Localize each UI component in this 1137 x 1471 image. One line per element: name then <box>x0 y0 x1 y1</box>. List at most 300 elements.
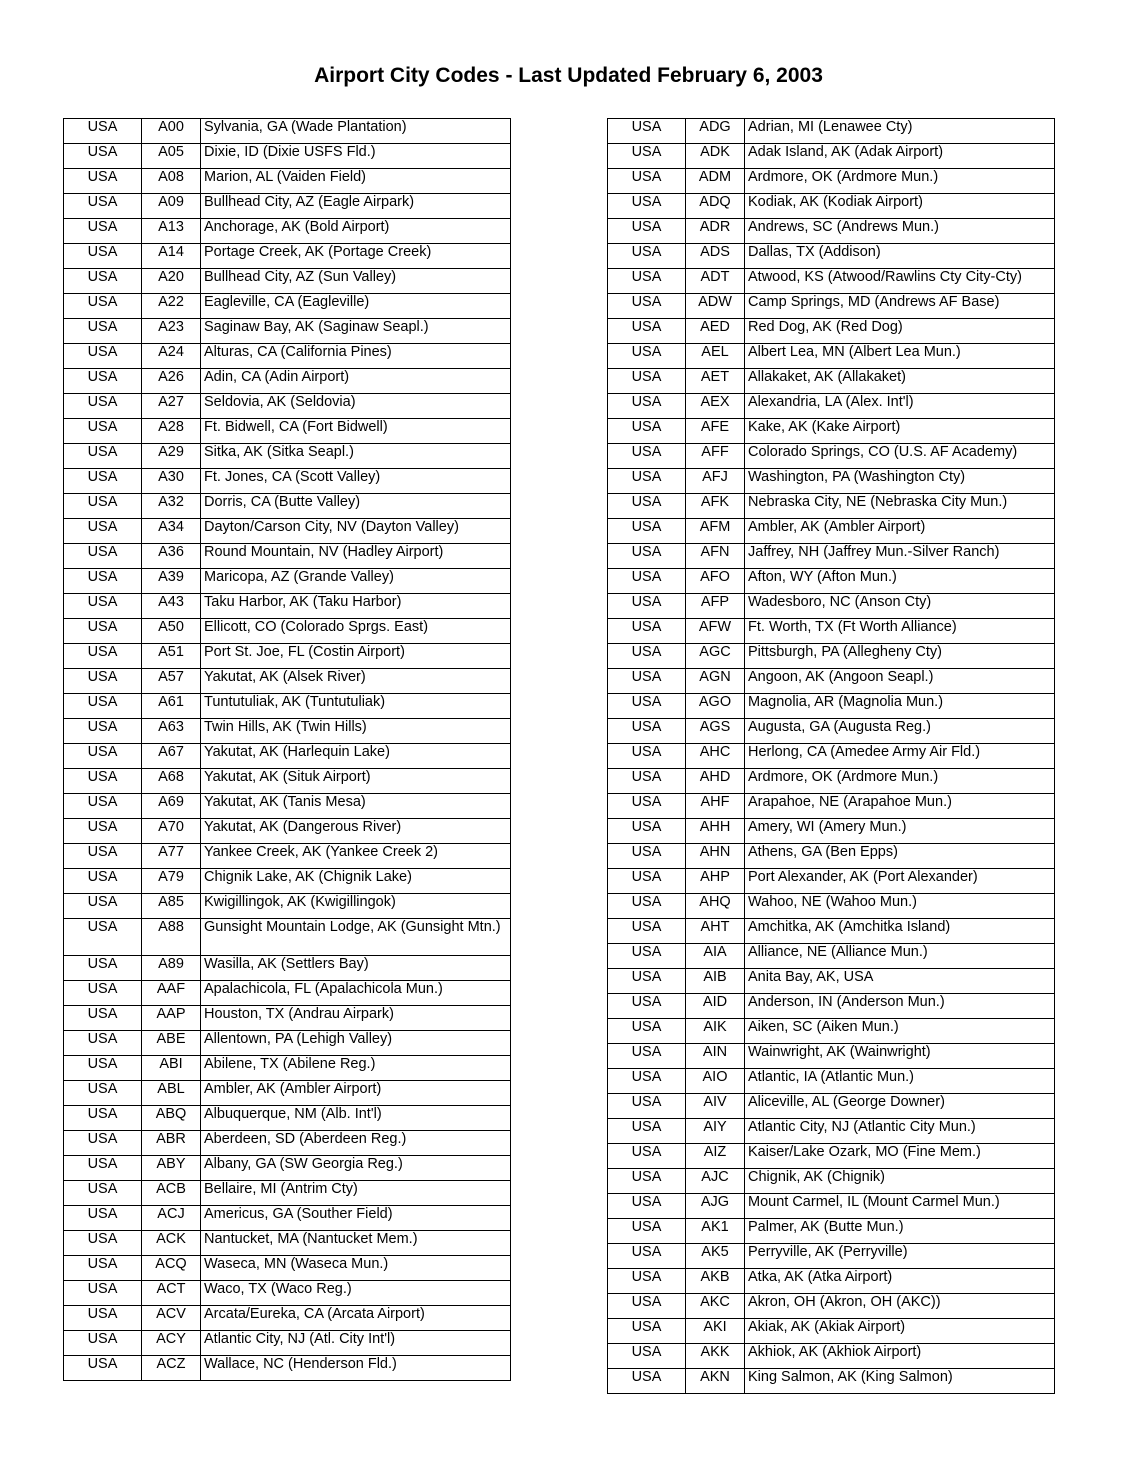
code-cell: ABL <box>142 1081 201 1106</box>
code-cell: ADG <box>686 119 745 144</box>
code-cell: AKN <box>686 1369 745 1394</box>
city-cell: Port St. Joe, FL (Costin Airport) <box>201 644 511 669</box>
country-cell: USA <box>64 119 142 144</box>
table-row <box>64 1106 511 1131</box>
table-row <box>64 344 511 369</box>
table-row <box>64 919 511 956</box>
code-cell: ACY <box>142 1331 201 1356</box>
city-cell: Amery, WI (Amery Mun.) <box>745 819 1055 844</box>
country-cell: USA <box>608 119 686 144</box>
code-cell: ABY <box>142 1156 201 1181</box>
city-cell: Kaiser/Lake Ozark, MO (Fine Mem.) <box>745 1144 1055 1169</box>
table-row <box>608 744 1055 769</box>
code-cell: AFO <box>686 569 745 594</box>
city-cell: Kwigillingok, AK (Kwigillingok) <box>201 894 511 919</box>
city-cell: Nebraska City, NE (Nebraska City Mun.) <box>745 494 1055 519</box>
table-row <box>64 1256 511 1281</box>
country-cell: USA <box>608 894 686 919</box>
city-cell: Palmer, AK (Butte Mun.) <box>745 1219 1055 1244</box>
country-cell: USA <box>64 594 142 619</box>
country-cell: USA <box>64 219 142 244</box>
country-cell: USA <box>608 469 686 494</box>
table-row <box>64 369 511 394</box>
city-cell: Yakutat, AK (Alsek River) <box>201 669 511 694</box>
table-row <box>608 619 1055 644</box>
code-cell: AAP <box>142 1006 201 1031</box>
city-cell: Adak Island, AK (Adak Airport) <box>745 144 1055 169</box>
table-row <box>608 669 1055 694</box>
table-row <box>64 669 511 694</box>
code-cell: A79 <box>142 869 201 894</box>
code-cell: AHF <box>686 794 745 819</box>
table-row <box>608 719 1055 744</box>
table-row <box>608 144 1055 169</box>
country-cell: USA <box>608 1069 686 1094</box>
city-cell: Colorado Springs, CO (U.S. AF Academy) <box>745 444 1055 469</box>
table-row <box>608 219 1055 244</box>
country-cell: USA <box>64 344 142 369</box>
code-cell: A26 <box>142 369 201 394</box>
city-cell: Angoon, AK (Angoon Seapl.) <box>745 669 1055 694</box>
country-cell: USA <box>64 294 142 319</box>
city-cell: Pittsburgh, PA (Allegheny Cty) <box>745 644 1055 669</box>
code-cell: A67 <box>142 744 201 769</box>
city-cell: Yakutat, AK (Harlequin Lake) <box>201 744 511 769</box>
city-cell: Alturas, CA (California Pines) <box>201 344 511 369</box>
code-cell: AHC <box>686 744 745 769</box>
country-cell: USA <box>608 544 686 569</box>
code-cell: ADT <box>686 269 745 294</box>
city-cell: Americus, GA (Souther Field) <box>201 1206 511 1231</box>
city-cell: Anita Bay, AK, USA <box>745 969 1055 994</box>
city-cell: Ardmore, OK (Ardmore Mun.) <box>745 769 1055 794</box>
code-cell: A27 <box>142 394 201 419</box>
table-row <box>608 1019 1055 1044</box>
airport-codes-table-right <box>607 118 1055 1394</box>
city-cell: Alliance, NE (Alliance Mun.) <box>745 944 1055 969</box>
country-cell: USA <box>608 794 686 819</box>
code-cell: ADQ <box>686 194 745 219</box>
table-row <box>608 569 1055 594</box>
city-cell: Allakaket, AK (Allakaket) <box>745 369 1055 394</box>
city-cell: Dallas, TX (Addison) <box>745 244 1055 269</box>
code-cell: A39 <box>142 569 201 594</box>
code-cell: A61 <box>142 694 201 719</box>
table-row <box>608 1194 1055 1219</box>
city-cell: Abilene, TX (Abilene Reg.) <box>201 1056 511 1081</box>
table-row <box>64 1056 511 1081</box>
city-cell: Atlantic City, NJ (Atlantic City Mun.) <box>745 1119 1055 1144</box>
table-row <box>608 644 1055 669</box>
country-cell: USA <box>608 1344 686 1369</box>
table-row <box>64 1231 511 1256</box>
code-cell: ADM <box>686 169 745 194</box>
table-row <box>64 319 511 344</box>
table-row <box>608 369 1055 394</box>
table-row <box>608 244 1055 269</box>
country-cell: USA <box>608 369 686 394</box>
city-cell: Ft. Bidwell, CA (Fort Bidwell) <box>201 419 511 444</box>
country-cell: USA <box>608 319 686 344</box>
city-cell: Andrews, SC (Andrews Mun.) <box>745 219 1055 244</box>
code-cell: A34 <box>142 519 201 544</box>
country-cell: USA <box>608 744 686 769</box>
table-row <box>64 544 511 569</box>
country-cell: USA <box>64 981 142 1006</box>
table-row <box>64 694 511 719</box>
code-cell: AKC <box>686 1294 745 1319</box>
city-cell: Anchorage, AK (Bold Airport) <box>201 219 511 244</box>
country-cell: USA <box>608 719 686 744</box>
country-cell: USA <box>64 519 142 544</box>
code-cell: A36 <box>142 544 201 569</box>
code-cell: AFE <box>686 419 745 444</box>
city-cell: King Salmon, AK (King Salmon) <box>745 1369 1055 1394</box>
city-cell: Akhiok, AK (Akhiok Airport) <box>745 1344 1055 1369</box>
country-cell: USA <box>64 1256 142 1281</box>
code-cell: AFF <box>686 444 745 469</box>
code-cell: AHP <box>686 869 745 894</box>
city-cell: Kake, AK (Kake Airport) <box>745 419 1055 444</box>
country-cell: USA <box>608 169 686 194</box>
table-row <box>608 594 1055 619</box>
city-cell: Taku Harbor, AK (Taku Harbor) <box>201 594 511 619</box>
table-row <box>608 1269 1055 1294</box>
city-cell: Ft. Jones, CA (Scott Valley) <box>201 469 511 494</box>
code-cell: A08 <box>142 169 201 194</box>
code-cell: AGC <box>686 644 745 669</box>
table-row <box>64 644 511 669</box>
city-cell: Sitka, AK (Sitka Seapl.) <box>201 444 511 469</box>
code-cell: AHD <box>686 769 745 794</box>
city-cell: Nantucket, MA (Nantucket Mem.) <box>201 1231 511 1256</box>
code-cell: AKK <box>686 1344 745 1369</box>
table-row <box>64 244 511 269</box>
table-row <box>64 594 511 619</box>
table-row <box>608 419 1055 444</box>
country-cell: USA <box>64 1106 142 1131</box>
code-cell: A68 <box>142 769 201 794</box>
table-row <box>64 269 511 294</box>
city-cell: Ft. Worth, TX (Ft Worth Alliance) <box>745 619 1055 644</box>
code-cell: ADR <box>686 219 745 244</box>
table-row <box>608 894 1055 919</box>
code-cell: AJC <box>686 1169 745 1194</box>
page-title: Airport City Codes - Last Updated February 6, 2003 <box>314 64 823 87</box>
country-cell: USA <box>608 1044 686 1069</box>
country-cell: USA <box>608 969 686 994</box>
country-cell: USA <box>608 1194 686 1219</box>
table-row <box>608 969 1055 994</box>
city-cell: Bellaire, MI (Antrim Cty) <box>201 1181 511 1206</box>
table-row <box>608 1119 1055 1144</box>
city-cell: Kodiak, AK (Kodiak Airport) <box>745 194 1055 219</box>
country-cell: USA <box>64 1356 142 1381</box>
country-cell: USA <box>608 1319 686 1344</box>
city-cell: Wasilla, AK (Settlers Bay) <box>201 956 511 981</box>
country-cell: USA <box>608 1019 686 1044</box>
city-cell: Dayton/Carson City, NV (Dayton Valley) <box>201 519 511 544</box>
code-cell: ACV <box>142 1306 201 1331</box>
city-cell: Eagleville, CA (Eagleville) <box>201 294 511 319</box>
city-cell: Ellicott, CO (Colorado Sprgs. East) <box>201 619 511 644</box>
city-cell: Anderson, IN (Anderson Mun.) <box>745 994 1055 1019</box>
city-cell: Waseca, MN (Waseca Mun.) <box>201 1256 511 1281</box>
country-cell: USA <box>608 1094 686 1119</box>
code-cell: AFP <box>686 594 745 619</box>
city-cell: Ambler, AK (Ambler Airport) <box>201 1081 511 1106</box>
city-cell: Round Mountain, NV (Hadley Airport) <box>201 544 511 569</box>
country-cell: USA <box>64 369 142 394</box>
code-cell: ACZ <box>142 1356 201 1381</box>
code-cell: ACJ <box>142 1206 201 1231</box>
code-cell: A22 <box>142 294 201 319</box>
table-row <box>608 1094 1055 1119</box>
table-row <box>64 719 511 744</box>
country-cell: USA <box>608 144 686 169</box>
country-cell: USA <box>608 569 686 594</box>
country-cell: USA <box>608 944 686 969</box>
table-row <box>608 944 1055 969</box>
code-cell: AIB <box>686 969 745 994</box>
country-cell: USA <box>608 519 686 544</box>
city-cell: Ardmore, OK (Ardmore Mun.) <box>745 169 1055 194</box>
table-row <box>64 894 511 919</box>
country-cell: USA <box>64 244 142 269</box>
city-cell: Gunsight Mountain Lodge, AK (Gunsight Mtn.) <box>201 919 511 956</box>
country-cell: USA <box>608 994 686 1019</box>
country-cell: USA <box>64 419 142 444</box>
city-cell: Albany, GA (SW Georgia Reg.) <box>201 1156 511 1181</box>
country-cell: USA <box>608 594 686 619</box>
city-cell: Albert Lea, MN (Albert Lea Mun.) <box>745 344 1055 369</box>
code-cell: A24 <box>142 344 201 369</box>
table-row <box>64 619 511 644</box>
code-cell: A09 <box>142 194 201 219</box>
table-row <box>64 1306 511 1331</box>
city-cell: Bullhead City, AZ (Eagle Airpark) <box>201 194 511 219</box>
city-cell: Aberdeen, SD (Aberdeen Reg.) <box>201 1131 511 1156</box>
city-cell: Red Dog, AK (Red Dog) <box>745 319 1055 344</box>
city-cell: Sylvania, GA (Wade Plantation) <box>201 119 511 144</box>
city-cell: Atlantic City, NJ (Atl. City Int'l) <box>201 1331 511 1356</box>
code-cell: AHQ <box>686 894 745 919</box>
city-cell: Yankee Creek, AK (Yankee Creek 2) <box>201 844 511 869</box>
table-row <box>608 844 1055 869</box>
code-cell: A00 <box>142 119 201 144</box>
country-cell: USA <box>608 1294 686 1319</box>
country-cell: USA <box>64 169 142 194</box>
city-cell: Aliceville, AL (George Downer) <box>745 1094 1055 1119</box>
table-row <box>608 119 1055 144</box>
country-cell: USA <box>64 644 142 669</box>
country-cell: USA <box>608 194 686 219</box>
table-row <box>608 1169 1055 1194</box>
table-row <box>608 519 1055 544</box>
code-cell: AKI <box>686 1319 745 1344</box>
country-cell: USA <box>64 744 142 769</box>
country-cell: USA <box>608 1119 686 1144</box>
city-cell: Arapahoe, NE (Arapahoe Mun.) <box>745 794 1055 819</box>
country-cell: USA <box>64 144 142 169</box>
country-cell: USA <box>64 394 142 419</box>
table-row <box>608 344 1055 369</box>
table-row <box>64 1356 511 1381</box>
airport-codes-table-left <box>63 118 511 1381</box>
country-cell: USA <box>64 919 142 956</box>
city-cell: Houston, TX (Andrau Airpark) <box>201 1006 511 1031</box>
country-cell: USA <box>608 619 686 644</box>
table-row <box>64 819 511 844</box>
country-cell: USA <box>608 1169 686 1194</box>
city-cell: Chignik Lake, AK (Chignik Lake) <box>201 869 511 894</box>
code-cell: ACQ <box>142 1256 201 1281</box>
city-cell: Atlantic, IA (Atlantic Mun.) <box>745 1069 1055 1094</box>
country-cell: USA <box>64 569 142 594</box>
code-cell: A05 <box>142 144 201 169</box>
code-cell: ABQ <box>142 1106 201 1131</box>
city-cell: Albuquerque, NM (Alb. Int'l) <box>201 1106 511 1131</box>
table-row <box>64 844 511 869</box>
table-row <box>608 994 1055 1019</box>
code-cell: AHN <box>686 844 745 869</box>
code-cell: AID <box>686 994 745 1019</box>
code-cell: AK1 <box>686 1219 745 1244</box>
country-cell: USA <box>64 1231 142 1256</box>
code-cell: AED <box>686 319 745 344</box>
country-cell: USA <box>608 819 686 844</box>
city-cell: Arcata/Eureka, CA (Arcata Airport) <box>201 1306 511 1331</box>
country-cell: USA <box>64 894 142 919</box>
table-row <box>64 981 511 1006</box>
table-row <box>608 1044 1055 1069</box>
country-cell: USA <box>608 869 686 894</box>
country-cell: USA <box>64 1331 142 1356</box>
code-cell: AFJ <box>686 469 745 494</box>
code-cell: A89 <box>142 956 201 981</box>
city-cell: Augusta, GA (Augusta Reg.) <box>745 719 1055 744</box>
country-cell: USA <box>64 719 142 744</box>
table-row <box>64 119 511 144</box>
country-cell: USA <box>608 244 686 269</box>
city-cell: Twin Hills, AK (Twin Hills) <box>201 719 511 744</box>
table-row <box>608 469 1055 494</box>
city-cell: Athens, GA (Ben Epps) <box>745 844 1055 869</box>
table-row <box>64 569 511 594</box>
table-row <box>64 769 511 794</box>
country-cell: USA <box>608 494 686 519</box>
table-row <box>64 794 511 819</box>
code-cell: AGS <box>686 719 745 744</box>
country-cell: USA <box>64 769 142 794</box>
city-cell: Seldovia, AK (Seldovia) <box>201 394 511 419</box>
country-cell: USA <box>64 444 142 469</box>
city-cell: Perryville, AK (Perryville) <box>745 1244 1055 1269</box>
country-cell: USA <box>64 194 142 219</box>
table-row <box>64 744 511 769</box>
country-cell: USA <box>608 1244 686 1269</box>
city-cell: Marion, AL (Vaiden Field) <box>201 169 511 194</box>
code-cell: AEX <box>686 394 745 419</box>
table-row <box>64 1031 511 1056</box>
code-cell: AAF <box>142 981 201 1006</box>
country-cell: USA <box>608 644 686 669</box>
country-cell: USA <box>608 1269 686 1294</box>
table-row <box>608 1369 1055 1394</box>
country-cell: USA <box>608 269 686 294</box>
city-cell: Portage Creek, AK (Portage Creek) <box>201 244 511 269</box>
code-cell: AFN <box>686 544 745 569</box>
country-cell: USA <box>608 344 686 369</box>
table-row <box>608 544 1055 569</box>
table-row <box>608 169 1055 194</box>
city-cell: Atka, AK (Atka Airport) <box>745 1269 1055 1294</box>
code-cell: A23 <box>142 319 201 344</box>
code-cell: AFK <box>686 494 745 519</box>
table-row <box>608 294 1055 319</box>
code-cell: A63 <box>142 719 201 744</box>
country-cell: USA <box>64 1156 142 1181</box>
city-cell: Dixie, ID (Dixie USFS Fld.) <box>201 144 511 169</box>
city-cell: Herlong, CA (Amedee Army Air Fld.) <box>745 744 1055 769</box>
code-cell: AHH <box>686 819 745 844</box>
city-cell: Yakutat, AK (Dangerous River) <box>201 819 511 844</box>
country-cell: USA <box>608 419 686 444</box>
code-cell: AIO <box>686 1069 745 1094</box>
code-cell: AEL <box>686 344 745 369</box>
code-cell: A77 <box>142 844 201 869</box>
code-cell: AHT <box>686 919 745 944</box>
country-cell: USA <box>64 869 142 894</box>
city-cell: Apalachicola, FL (Apalachicola Mun.) <box>201 981 511 1006</box>
country-cell: USA <box>64 1306 142 1331</box>
table-row <box>64 294 511 319</box>
country-cell: USA <box>64 819 142 844</box>
city-cell: Wallace, NC (Henderson Fld.) <box>201 1356 511 1381</box>
city-cell: Aiken, SC (Aiken Mun.) <box>745 1019 1055 1044</box>
country-cell: USA <box>608 844 686 869</box>
country-cell: USA <box>608 769 686 794</box>
code-cell: A85 <box>142 894 201 919</box>
table-row <box>608 444 1055 469</box>
city-cell: Wainwright, AK (Wainwright) <box>745 1044 1055 1069</box>
country-cell: USA <box>608 394 686 419</box>
table-row <box>64 1006 511 1031</box>
code-cell: ADS <box>686 244 745 269</box>
table-row <box>64 1206 511 1231</box>
country-cell: USA <box>64 1181 142 1206</box>
city-cell: Waco, TX (Waco Reg.) <box>201 1281 511 1306</box>
country-cell: USA <box>64 956 142 981</box>
table-row <box>64 444 511 469</box>
city-cell: Chignik, AK (Chignik) <box>745 1169 1055 1194</box>
code-cell: A69 <box>142 794 201 819</box>
code-cell: ADW <box>686 294 745 319</box>
table-row <box>608 1344 1055 1369</box>
code-cell: AIK <box>686 1019 745 1044</box>
city-cell: Akiak, AK (Akiak Airport) <box>745 1319 1055 1344</box>
table-row <box>608 1319 1055 1344</box>
city-cell: Adin, CA (Adin Airport) <box>201 369 511 394</box>
code-cell: A50 <box>142 619 201 644</box>
country-cell: USA <box>64 1006 142 1031</box>
table-row <box>64 956 511 981</box>
country-cell: USA <box>64 669 142 694</box>
table-row <box>64 1131 511 1156</box>
code-cell: AET <box>686 369 745 394</box>
country-cell: USA <box>608 1144 686 1169</box>
code-cell: ABR <box>142 1131 201 1156</box>
